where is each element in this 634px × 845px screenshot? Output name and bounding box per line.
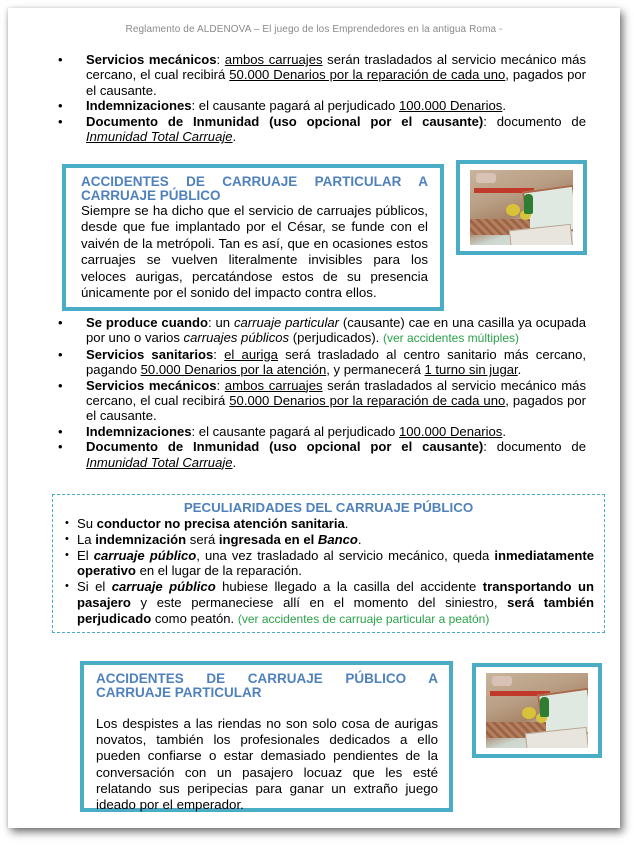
list-item: • La indemnización será ingresada en el Banco. bbox=[63, 532, 594, 548]
list-item: • Indemnizaciones: el causante pagará al perjudicado 100.000 Denarios. bbox=[52, 424, 586, 439]
section-image-frame bbox=[456, 160, 587, 255]
section-body: Siempre se ha dicho que el servicio de carruajes públicos, desde que fue implantado por el César, se funde con el vaivén de la metrópoli. Tan es así, que en ocasiones estos carruajes se vuelven literalmente invisibles para los veloces aurigas, percatándose estos de su presencia únicamente por el sonido del impacto contra ellos. bbox=[81, 203, 428, 301]
list-item: • Documento de Inmunidad (uso opcional por el causante): documento de Inmunidad Total Carruaje. bbox=[52, 114, 586, 145]
peculiarities-box bbox=[52, 494, 605, 633]
list-item: • Documento de Inmunidad (uso opcional por el causante): documento de Inmunidad Total Carruaje. bbox=[52, 439, 586, 470]
peculiarities-title: PECULIARIDADES DEL CARRUAJE PÚBLICO bbox=[183, 500, 474, 515]
list-item: • El carruaje público, una vez trasladado al servicio mecánico, queda inmediatamente operativo en el lugar de la reparación. bbox=[63, 548, 594, 580]
board-game-photo bbox=[470, 170, 573, 245]
cross-reference-link[interactable]: (ver accidentes múltiples) bbox=[382, 331, 520, 346]
section-box-publico-a-particular bbox=[80, 661, 453, 812]
list-item: • Si el carruaje público hubiese llegado a la casilla del accidente transportando un pasajero y este permaneciese allí en el momento del siniestro, será también perjudicado como peatón. (ver accidentes de carruaje particular a peatón) bbox=[63, 579, 594, 627]
section-box-particular-a-publico bbox=[62, 164, 444, 311]
list-item: • Se produce cuando: un carruaje particular (causante) cae en una casilla ya ocupada por uno o varios carruajes públicos (perjudicados). (ver accidentes múltiples) bbox=[52, 315, 586, 347]
list-item: • Su conductor no precisa atención sanitaria. bbox=[63, 516, 594, 532]
list-item: • Servicios mecánicos: ambos carruajes serán trasladados al servicio mecánico más cercano, el cual recibirá 50.000 Denarios por la reparación de cada uno, pagados por el causante. bbox=[52, 378, 586, 424]
list-item: • Indemnizaciones: el causante pagará al perjudicado 100.000 Denarios. bbox=[52, 98, 586, 113]
list-item: • Servicios sanitarios: el auriga será trasladado al centro sanitario más cercano, pagando 50.000 Denarios por la atención, y permanecerá 1 turno sin jugar. bbox=[52, 347, 586, 378]
consequences-list-1 bbox=[52, 52, 586, 144]
section-title: ACCIDENTES DE CARRUAJE PARTICULAR A CARRUAJE PÚBLICO bbox=[81, 174, 428, 203]
section-title: ACCIDENTES DE CARRUAJE PÚBLICO A CARRUAJE PARTICULAR bbox=[96, 671, 438, 700]
cross-reference-link[interactable]: (ver accidentes de carruaje particular a peatón) bbox=[237, 611, 490, 626]
document-page bbox=[8, 8, 620, 828]
section-image-frame bbox=[472, 663, 602, 758]
board-game-photo bbox=[486, 673, 588, 748]
page-header: Reglamento de ALDENOVA – El juego de los Emprendedores en la antigua Roma - bbox=[125, 24, 503, 35]
consequences-list-2 bbox=[52, 315, 586, 470]
peculiarities-list bbox=[63, 516, 594, 628]
list-item: • Servicios mecánicos: ambos carruajes serán trasladados al servicio mecánico más cercano, el cual recibirá 50.000 Denarios por la reparación de cada uno, pagados por el causante. bbox=[52, 52, 586, 98]
section-body: Los despistes a las riendas no son solo cosa de aurigas novatos, también los profesionales dedicados a ello pueden confiarse o estar demasiado pendientes de la conversación con un pasajero locuaz que les esté relatando sus peripecias para ganar un extraño juego ideado por el emperador. bbox=[96, 716, 438, 813]
